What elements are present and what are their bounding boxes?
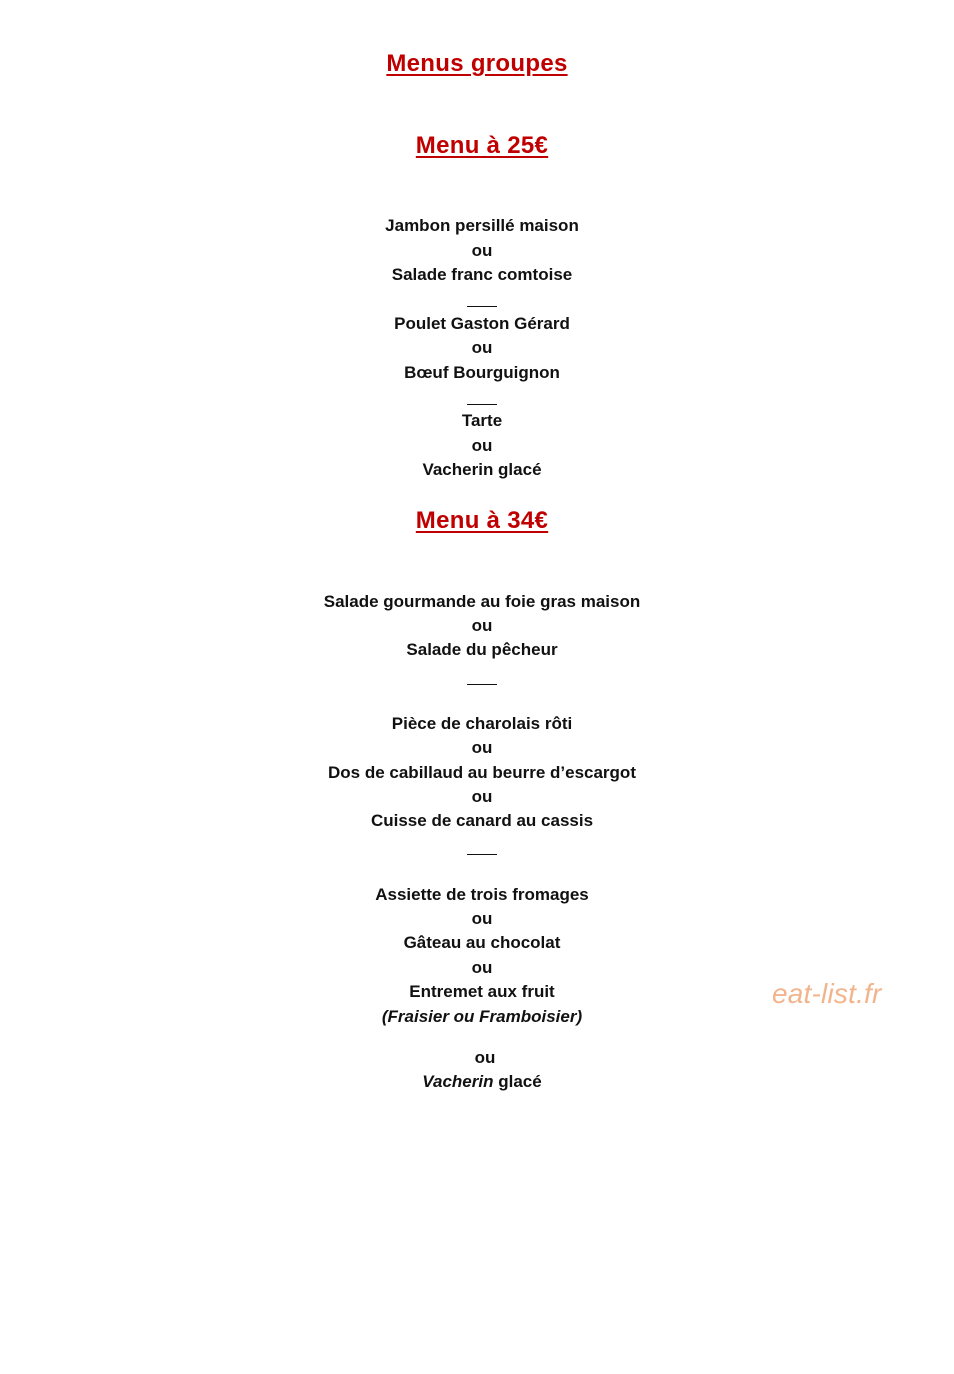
- menu-25-or-1: ou: [471, 241, 493, 260]
- menu-34-course-divider-1: [467, 684, 497, 685]
- menu-25-dessert-2: Vacherin glacé: [422, 460, 542, 479]
- menu-34-dessert-1: Assiette de trois fromages: [375, 885, 589, 904]
- watermark-text: eat-list.fr: [772, 978, 882, 1009]
- menu-34-or-3: ou: [471, 787, 493, 806]
- page-title: Menus groupes: [386, 50, 568, 77]
- menu-25-title: Menu à 25€: [415, 132, 549, 159]
- menu-34-main-1: Pièce de charolais rôti: [391, 714, 573, 733]
- menu-34-starter-2: Salade du pêcheur: [406, 640, 558, 659]
- menu-34-or-2: ou: [471, 738, 493, 757]
- dessert-last-plain: glacé: [493, 1072, 542, 1091]
- menu-34-or-4: ou: [471, 909, 493, 928]
- menu-34-title: Menu à 34€: [415, 507, 549, 534]
- menu-34-main-2: Dos de cabillaud au beurre d’escargot: [328, 763, 636, 782]
- menu-34-or-6: ou: [474, 1048, 496, 1067]
- menu-34-or-5: ou: [471, 958, 493, 977]
- menu-34-dessert-3: Entremet aux fruit: [409, 982, 555, 1001]
- menu-25-course-divider-1: [467, 306, 497, 307]
- menu-25-dessert-1: Tarte: [461, 411, 503, 430]
- menu-34-main-3: Cuisse de canard au cassis: [370, 811, 594, 830]
- menu-25-or-3: ou: [471, 436, 493, 455]
- menu-34-dessert-note: (Fraisier ou Framboisier): [381, 1007, 583, 1026]
- menu-25-or-2: ou: [471, 338, 493, 357]
- menu-34-course-divider-2: [467, 854, 497, 855]
- menu-25-course-divider-2: [467, 404, 497, 405]
- menu-25-starter-1: Jambon persillé maison: [385, 216, 579, 235]
- menu-34-or-1: ou: [471, 616, 493, 635]
- dessert-last-italic: Vacherin: [422, 1072, 494, 1091]
- menu-25-main-1: Poulet Gaston Gérard: [394, 314, 570, 333]
- menu-34-dessert-2: Gâteau au chocolat: [403, 933, 561, 952]
- menu-34-starter-1: Salade gourmande au foie gras maison: [323, 592, 641, 611]
- menu-25-starter-2: Salade franc comtoise: [391, 265, 573, 284]
- menu-34-dessert-last: [0, 1072, 954, 1092]
- menu-25-main-2: Bœuf Bourguignon: [404, 363, 560, 382]
